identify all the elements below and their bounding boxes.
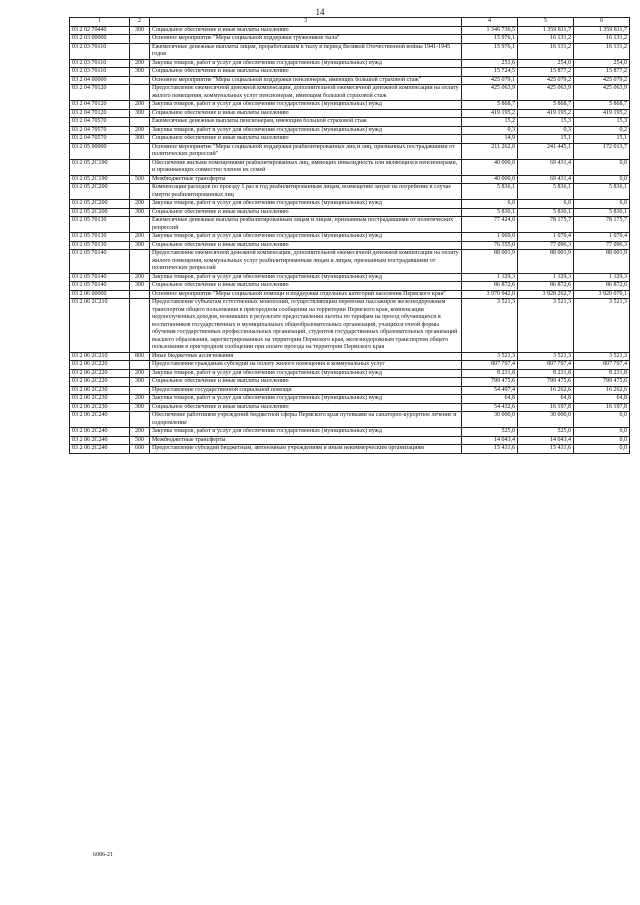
cell-type: 300 <box>130 241 150 250</box>
header-cell: 6 <box>574 18 630 27</box>
cell-code: 03 2 05 2C190 <box>70 175 130 184</box>
cell-type: 800 <box>130 352 150 361</box>
cell-description: Закупка товаров, работ и услуг для обеспечения государственных (муниципальных) нужд <box>150 395 462 404</box>
cell-description: Ежемесячные денежные выплаты пенсионерам, имеющим большой страховой стаж <box>150 118 462 127</box>
cell-amount-3: 425 079,2 <box>574 76 630 85</box>
cell-amount-1: 86 872,6 <box>462 282 518 291</box>
cell-type: 300 <box>130 208 150 217</box>
cell-description: Иные бюджетные ассигнования <box>150 352 462 361</box>
cell-code: 03 2 06 2C240 <box>70 412 130 428</box>
table-row <box>70 299 630 353</box>
cell-description: Межбюджетные трансферты <box>150 436 462 445</box>
cell-amount-2: 254,0 <box>518 59 574 68</box>
cell-amount-2: 16 197,8 <box>518 403 574 412</box>
page-number: 14 <box>315 7 325 17</box>
cell-code: 03 2 06 2C240 <box>70 436 130 445</box>
header-cell: 5 <box>518 18 574 27</box>
table-row <box>70 59 630 68</box>
table-row <box>70 352 630 361</box>
cell-amount-2: 0,3 <box>518 126 574 135</box>
table-row <box>70 233 630 242</box>
table-row <box>70 159 630 175</box>
cell-amount-2: 425 079,2 <box>518 76 574 85</box>
cell-amount-3: 425 063,9 <box>574 85 630 101</box>
table-row <box>70 200 630 209</box>
cell-amount-1: 14 043,4 <box>462 436 518 445</box>
cell-amount-2: 69 431,4 <box>518 159 574 175</box>
cell-description: Закупка товаров, работ и услуг для обеспечения государственных (муниципальных) нужд <box>150 273 462 282</box>
cell-code: 03 2 05 70140 <box>70 282 130 291</box>
cell-amount-2: 15,3 <box>518 118 574 127</box>
cell-type: 600 <box>130 445 150 454</box>
cell-amount-2: 799 475,6 <box>518 378 574 387</box>
cell-amount-2: 5 836,1 <box>518 184 574 200</box>
cell-amount-2: 3 521,3 <box>518 299 574 353</box>
cell-code: 03 2 05 70130 <box>70 217 130 233</box>
cell-description: Основное мероприятие "Меры социальной поддержки пенсионеров, имеющих большой страховой стаж" <box>150 76 462 85</box>
cell-amount-1: 30 000,0 <box>462 412 518 428</box>
cell-code: 03 2 04 70570 <box>70 118 130 127</box>
cell-amount-2: 5 830,1 <box>518 208 574 217</box>
cell-type: 200 <box>130 101 150 110</box>
cell-amount-3: 3 521,3 <box>574 352 630 361</box>
cell-type <box>130 159 150 175</box>
cell-type: 300 <box>130 403 150 412</box>
cell-description: Закупка товаров, работ и услуг для обеспечения государственных (муниципальных) нужд <box>150 126 462 135</box>
cell-type <box>130 35 150 44</box>
table-row <box>70 26 630 35</box>
cell-amount-3: 78 175,7 <box>574 217 630 233</box>
table-row <box>70 378 630 387</box>
cell-type: 500 <box>130 436 150 445</box>
cell-amount-3: 419 195,2 <box>574 109 630 118</box>
cell-type: 200 <box>130 200 150 209</box>
cell-amount-3: 0,0 <box>574 412 630 428</box>
table-row <box>70 290 630 299</box>
cell-code: 03 2 04 70120 <box>70 101 130 110</box>
table-row <box>70 35 630 44</box>
cell-amount-2: 64,8 <box>518 395 574 404</box>
table-row <box>70 135 630 144</box>
cell-amount-1: 77 424,0 <box>462 217 518 233</box>
cell-type <box>130 361 150 370</box>
cell-code: 03 2 05 2C200 <box>70 184 130 200</box>
cell-type <box>130 386 150 395</box>
cell-code: 03 2 03 70110 <box>70 59 130 68</box>
cell-amount-3: 16 131,2 <box>574 35 630 44</box>
cell-amount-3: 0,0 <box>574 159 630 175</box>
cell-description: Основное мероприятие "Меры социальной помощи и поддержки отдельных категорий населения Пермского края" <box>150 290 462 299</box>
cell-code: 03 2 03 70110 <box>70 43 130 59</box>
cell-code: 03 2 06 2C230 <box>70 395 130 404</box>
cell-type: 300 <box>130 135 150 144</box>
cell-code: 03 2 05 00000 <box>70 143 130 159</box>
cell-amount-3: 0,0 <box>574 445 630 454</box>
cell-amount-2: 807 707,4 <box>518 361 574 370</box>
cell-code: 03 2 05 70130 <box>70 241 130 250</box>
cell-description: Обеспечение работников учреждений бюджетной сферы Пермского края путевками на санаторно-курортное лечение и оздоровление <box>150 412 462 428</box>
cell-code: 03 2 06 2C220 <box>70 378 130 387</box>
cell-amount-3: 807 707,4 <box>574 361 630 370</box>
table-row <box>70 445 630 454</box>
cell-amount-3: 64,8 <box>574 395 630 404</box>
table-row <box>70 118 630 127</box>
cell-amount-1: 1 069,0 <box>462 233 518 242</box>
cell-amount-3: 799 475,6 <box>574 378 630 387</box>
cell-amount-1: 251,6 <box>462 59 518 68</box>
cell-amount-2: 15 877,2 <box>518 68 574 77</box>
cell-amount-1: 419 195,2 <box>462 109 518 118</box>
cell-amount-2: 78 175,7 <box>518 217 574 233</box>
cell-code: 03 2 06 2C210 <box>70 352 130 361</box>
table-row <box>70 184 630 200</box>
cell-amount-1: 5 830,1 <box>462 208 518 217</box>
cell-type <box>130 43 150 59</box>
cell-amount-3: 88 001,9 <box>574 250 630 274</box>
cell-description: Социальное обеспечение и иные выплаты населению <box>150 109 462 118</box>
header-cell: 1 <box>70 18 130 27</box>
cell-description: Компенсация расходов по проезду 1 раз в год реабилитированным лицам, возмещение затрат на погребение в случае смерти реабилитированных лиц <box>150 184 462 200</box>
table-row <box>70 428 630 437</box>
cell-amount-3: 1 129,3 <box>574 273 630 282</box>
cell-amount-3: 1 359 811,7 <box>574 26 630 35</box>
cell-amount-1: 15 976,1 <box>462 35 518 44</box>
cell-amount-1: 1 129,3 <box>462 273 518 282</box>
cell-code: 03 2 06 2C220 <box>70 361 130 370</box>
cell-code: 03 2 04 70570 <box>70 135 130 144</box>
cell-code: 03 2 03 00000 <box>70 35 130 44</box>
cell-amount-3: 16 131,2 <box>574 43 630 59</box>
cell-amount-3: 86 872,6 <box>574 282 630 291</box>
cell-amount-2: 16 131,2 <box>518 43 574 59</box>
cell-amount-1: 15 976,1 <box>462 43 518 59</box>
cell-type: 300 <box>130 282 150 291</box>
cell-amount-2: 86 872,6 <box>518 282 574 291</box>
cell-amount-2: 241 445,1 <box>518 143 574 159</box>
cell-amount-3: 77 096,3 <box>574 241 630 250</box>
cell-amount-3: 5 830,1 <box>574 208 630 217</box>
cell-amount-1: 88 001,9 <box>462 250 518 274</box>
cell-description: Основное мероприятие "Меры социальной поддержки реабилитированных лиц и лиц, признанных пострадавшими от политических репрессий" <box>150 143 462 159</box>
cell-description: Социальное обеспечение и иные выплаты населению <box>150 208 462 217</box>
header-cell: 2 <box>130 18 150 27</box>
document-code: 6086-21 <box>93 852 113 858</box>
cell-code: 03 2 04 70570 <box>70 126 130 135</box>
cell-amount-2: 8 231,8 <box>518 369 574 378</box>
cell-amount-2: 5 868,7 <box>518 101 574 110</box>
table-row <box>70 68 630 77</box>
table-row <box>70 76 630 85</box>
table-row <box>70 241 630 250</box>
cell-amount-1: 15 724,5 <box>462 68 518 77</box>
cell-amount-3: 254,0 <box>574 59 630 68</box>
cell-amount-1: 3 970 942,0 <box>462 290 518 299</box>
table-row <box>70 85 630 101</box>
cell-description: Ежемесячные денежные выплаты реабилитированным лицам и лицам, признанным пострадавшими от политических репрессий <box>150 217 462 233</box>
cell-code: 03 2 06 00000 <box>70 290 130 299</box>
cell-type <box>130 118 150 127</box>
cell-amount-3: 172 013,7 <box>574 143 630 159</box>
budget-table <box>69 17 630 454</box>
cell-description: Закупка товаров, работ и услуг для обеспечения государственных (муниципальных) нужд <box>150 369 462 378</box>
cell-description: Социальное обеспечение и иные выплаты населению <box>150 26 462 35</box>
cell-description: Обеспечение жильми помещениями реабилитированных лиц, имеющих инвалидность или являющихся пенсионерами, и проживающих совместно членов их семей <box>150 159 462 175</box>
table-row <box>70 403 630 412</box>
cell-type <box>130 250 150 274</box>
cell-amount-1: 64,8 <box>462 395 518 404</box>
cell-amount-1: 425 063,9 <box>462 85 518 101</box>
cell-code: 03 2 06 2C220 <box>70 369 130 378</box>
cell-amount-2: 16 131,2 <box>518 35 574 44</box>
cell-amount-2: 419 195,2 <box>518 109 574 118</box>
table-row <box>70 273 630 282</box>
cell-amount-3: 0,2 <box>574 126 630 135</box>
cell-description: Предоставление гражданам субсидий на оплату жилого помещения и коммунальных услуг <box>150 361 462 370</box>
cell-amount-2: 3 521,3 <box>518 352 574 361</box>
cell-amount-3: 0,0 <box>574 436 630 445</box>
cell-amount-1: 40 000,0 <box>462 159 518 175</box>
cell-amount-1: 14,9 <box>462 135 518 144</box>
cell-amount-3: 16 197,8 <box>574 403 630 412</box>
table-row <box>70 412 630 428</box>
cell-type <box>130 184 150 200</box>
table-row <box>70 101 630 110</box>
table-row <box>70 361 630 370</box>
cell-type: 300 <box>130 109 150 118</box>
cell-amount-2: 15,1 <box>518 135 574 144</box>
cell-type: 200 <box>130 273 150 282</box>
cell-description: Предоставление государственной социальной помощи <box>150 386 462 395</box>
cell-code: 03 2 06 2C230 <box>70 403 130 412</box>
cell-amount-1: 6,0 <box>462 200 518 209</box>
cell-amount-1: 3 521,3 <box>462 299 518 353</box>
cell-code: 03 2 05 70140 <box>70 273 130 282</box>
cell-amount-3: 1 079,4 <box>574 233 630 242</box>
cell-type: 300 <box>130 26 150 35</box>
cell-type <box>130 76 150 85</box>
cell-amount-2: 1 079,4 <box>518 233 574 242</box>
cell-description: Предоставление ежемесячной денежной компенсации, дополнительной ежемесячной денежной компенсации на оплату жилого помещения, коммунальных услуг реабилитированным лицам и лицам, признанным пострадавшими от политических репрессий <box>150 250 462 274</box>
cell-type: 200 <box>130 369 150 378</box>
cell-amount-3: 6,0 <box>574 200 630 209</box>
cell-description: Закупка товаров, работ и услуг для обеспечения государственных (муниципальных) нужд <box>150 428 462 437</box>
cell-amount-3: 5 836,1 <box>574 184 630 200</box>
cell-description: Социальное обеспечение и иные выплаты населению <box>150 135 462 144</box>
header-cell: 3 <box>150 18 462 27</box>
table-body <box>70 18 630 454</box>
cell-amount-2: 69 431,4 <box>518 175 574 184</box>
cell-amount-3: 0,0 <box>574 175 630 184</box>
cell-amount-1: 15 431,6 <box>462 445 518 454</box>
table-row <box>70 43 630 59</box>
cell-code: 03 2 05 2C200 <box>70 208 130 217</box>
cell-amount-1: 15,2 <box>462 118 518 127</box>
cell-type <box>130 217 150 233</box>
table-row <box>70 208 630 217</box>
header-cell: 4 <box>462 18 518 27</box>
cell-type: 200 <box>130 59 150 68</box>
cell-type: 200 <box>130 395 150 404</box>
cell-code: 03 2 04 70120 <box>70 85 130 101</box>
cell-description: Социальное обеспечение и иные выплаты населению <box>150 282 462 291</box>
cell-amount-1: 799 475,6 <box>462 378 518 387</box>
cell-description: Закупка товаров, работ и услуг для обеспечения государственных (муниципальных) нужд <box>150 200 462 209</box>
cell-amount-1: 0,3 <box>462 126 518 135</box>
table-row <box>70 282 630 291</box>
cell-type: 300 <box>130 378 150 387</box>
cell-code: 03 2 06 2C210 <box>70 299 130 353</box>
table-row <box>70 436 630 445</box>
cell-code: 03 2 02 70440 <box>70 26 130 35</box>
cell-amount-1: 425 079,1 <box>462 76 518 85</box>
cell-type: 200 <box>130 126 150 135</box>
table-row <box>70 250 630 274</box>
cell-description: Закупка товаров, работ и услуг для обеспечения государственных (муниципальных) нужд <box>150 233 462 242</box>
cell-amount-1: 54 497,4 <box>462 386 518 395</box>
cell-amount-1: 3 521,3 <box>462 352 518 361</box>
cell-amount-3: 3 920 070,1 <box>574 290 630 299</box>
cell-description: Ежемесячные денежные выплаты лицам, проработавшим в тылу в период Великой Отечественной войны 1941-1945 годов <box>150 43 462 59</box>
cell-description: Социальное обеспечение и иные выплаты населению <box>150 403 462 412</box>
cell-amount-2: 16 262,6 <box>518 386 574 395</box>
cell-amount-3: 16 262,6 <box>574 386 630 395</box>
cell-code: 03 2 05 70140 <box>70 250 130 274</box>
cell-amount-2: 15 431,6 <box>518 445 574 454</box>
cell-type <box>130 412 150 428</box>
cell-description: Предоставление субъектам естественных монополий, осуществляющим перевозки пассажиров железнодорожным транспортом общего пользования в пригородном сообщении на территории Пермского края, компенсации недополученных доходов, возникших в результате предоставления льготы по тарифам на проезд обучающихся и воспитанников государственных и муниципальных общеобразовательных организаций, учащихся очной формы обучения государственных профессиональных организаций, студентов государственных образовательных организаций высшего образования, зарегистрированных на территории Пермского края, железнодорожным транспортом общего пользования в пригородном сообщении при оплате проезда на территории Пермского края <box>150 299 462 353</box>
cell-type <box>130 299 150 353</box>
cell-code: 03 2 06 2C230 <box>70 386 130 395</box>
cell-amount-2: 1 129,3 <box>518 273 574 282</box>
table-row <box>70 395 630 404</box>
cell-amount-2: 14 043,4 <box>518 436 574 445</box>
cell-amount-1: 54 432,6 <box>462 403 518 412</box>
cell-amount-1: 1 346 736,5 <box>462 26 518 35</box>
cell-amount-2: 30 000,0 <box>518 412 574 428</box>
cell-amount-1: 5 836,1 <box>462 184 518 200</box>
cell-amount-3: 3 521,3 <box>574 299 630 353</box>
cell-type: 200 <box>130 233 150 242</box>
cell-amount-3: 5 868,7 <box>574 101 630 110</box>
cell-type: 200 <box>130 428 150 437</box>
cell-description: Социальное обеспечение и иные выплаты населению <box>150 378 462 387</box>
table-row <box>70 109 630 118</box>
cell-description: Закупка товаров, работ и услуг для обеспечения государственных (муниципальных) нужд <box>150 59 462 68</box>
cell-code: 03 2 04 70120 <box>70 109 130 118</box>
cell-amount-1: 8 231,8 <box>462 369 518 378</box>
table-row <box>70 175 630 184</box>
cell-amount-2: 3 928 262,7 <box>518 290 574 299</box>
table-row <box>70 217 630 233</box>
cell-amount-1: 525,0 <box>462 428 518 437</box>
cell-description: Социальное обеспечение и иные выплаты населению <box>150 68 462 77</box>
cell-amount-3: 15 877,2 <box>574 68 630 77</box>
cell-code: 03 2 05 2C200 <box>70 200 130 209</box>
cell-amount-2: 525,0 <box>518 428 574 437</box>
cell-description: Социальное обеспечение и иные выплаты населению <box>150 241 462 250</box>
cell-type <box>130 290 150 299</box>
cell-code: 03 2 05 2C190 <box>70 159 130 175</box>
cell-amount-2: 77 096,3 <box>518 241 574 250</box>
cell-code: 03 2 06 2C240 <box>70 428 130 437</box>
table-row <box>70 386 630 395</box>
cell-code: 03 2 06 2C240 <box>70 445 130 454</box>
cell-amount-2: 88 001,9 <box>518 250 574 274</box>
cell-type <box>130 143 150 159</box>
cell-amount-1: 807 707,4 <box>462 361 518 370</box>
cell-amount-3: 0,0 <box>574 428 630 437</box>
cell-amount-2: 425 063,9 <box>518 85 574 101</box>
table-row <box>70 143 630 159</box>
cell-amount-1: 5 868,7 <box>462 101 518 110</box>
cell-amount-2: 6,0 <box>518 200 574 209</box>
table-row <box>70 126 630 135</box>
cell-type: 500 <box>130 175 150 184</box>
cell-description: Предоставление ежемесячной денежной компенсации, дополнительной ежемесячной денежной компенсации на оплату жилого помещения, коммунальных услуг пенсионерам, имеющим большой страховой стаж <box>150 85 462 101</box>
cell-amount-3: 8 231,8 <box>574 369 630 378</box>
cell-type: 300 <box>130 68 150 77</box>
table-row <box>70 369 630 378</box>
cell-amount-2: 1 359 811,7 <box>518 26 574 35</box>
cell-amount-1: 211 262,0 <box>462 143 518 159</box>
cell-description: Закупка товаров, работ и услуг для обеспечения государственных (муниципальных) нужд <box>150 101 462 110</box>
cell-description: Межбюджетные трансферты <box>150 175 462 184</box>
cell-amount-1: 40 000,0 <box>462 175 518 184</box>
cell-code: 03 2 03 70110 <box>70 68 130 77</box>
header-row <box>70 18 630 27</box>
cell-amount-3: 15,3 <box>574 118 630 127</box>
cell-code: 03 2 04 00000 <box>70 76 130 85</box>
cell-description: Основное мероприятие "Меры социальной поддержки тружеников тыла" <box>150 35 462 44</box>
cell-amount-1: 76 355,0 <box>462 241 518 250</box>
cell-code: 03 2 05 70130 <box>70 233 130 242</box>
cell-type <box>130 85 150 101</box>
cell-amount-3: 15,1 <box>574 135 630 144</box>
cell-description: Предоставление субсидий бюджетным, автономным учреждениям и иным некоммерческим организациям <box>150 445 462 454</box>
